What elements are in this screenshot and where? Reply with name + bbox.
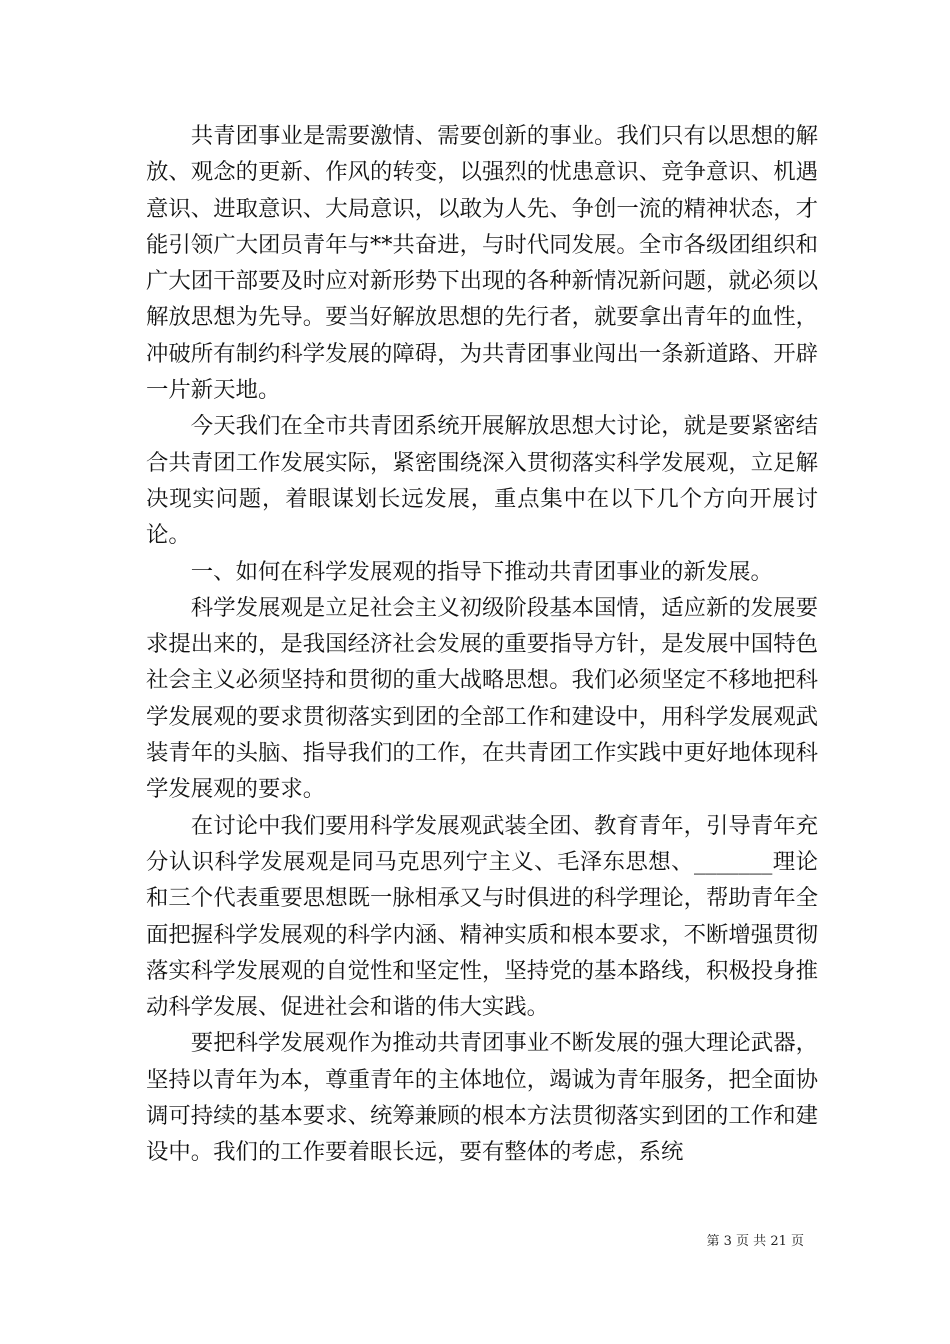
page-number-footer: 第 3 页 共 21 页 — [706, 1234, 804, 1249]
paragraph-5: 要把科学发展观作为推动共青团事业不断发展的强大理论武器，坚持以青年为本，尊重青年的主体地位，竭诚为青年服务，把全面协调可持续的基本要求、统筹兼顾的根本方法贯彻落实到团的工作和建设中。我们的工作要着眼长远，要有整体的考虑，系统 — [146, 1030, 818, 1166]
paragraph-1: 共青团事业是需要激情、需要创新的事业。我们只有以思想的解放、观念的更新、作风的转变，以强烈的忧患意识、竞争意识、机遇意识、进取意识、大局意识，以敢为人先、争创一流的精神状态，才能引领广大团员青年与**共奋进，与时代同发展。全市各级团组织和广大团干部要及时应对新形势下出现的各种新情况新问题，就必须以解放思想为先导。要当好解放思想的先行者，就要拿出青年的血性，冲破所有制约科学发展的障碍，为共青团事业闯出一条新道路、开辟一片新天地。 — [146, 123, 818, 404]
paragraph-2: 今天我们在全市共青团系统开展解放思想大讨论，就是要紧密结合共青团工作发展实际，紧密围绕深入贯彻落实科学发展观，立足解决现实问题，着眼谋划长远发展，重点集中在以下几个方向开展讨论。 — [146, 413, 818, 549]
document-body — [146, 118, 818, 1171]
paragraph-3: 科学发展观是立足社会主义初级阶段基本国情，适应新的发展要求提出来的，是我国经济社会发展的重要指导方针，是发展中国特色社会主义必须坚持和贯彻的重大战略思想。我们必须坚定不移地把科学发展观的要求贯彻落实到团的全部工作和建设中，用科学发展观武装青年的头脑、指导我们的工作，在共青团工作实践中更好地体现科学发展观的要求。 — [146, 594, 818, 803]
paragraph-4: 在讨论中我们要用科学发展观武装全团、教育青年，引导青年充分认识科学发展观是同马克思列宁主义、毛泽东思想、_______理论和三个代表重要思想既一脉相承又与时俱进的科学理论，帮助青年全面把握科学发展观的科学内涵、精神实质和根本要求，不断增强贯彻落实科学发展观的自觉性和坚定性，坚持党的基本路线，积极投身推动科学发展、促进社会和谐的伟大实践。 — [146, 812, 818, 1021]
section-heading-1: 一、如何在科学发展观的指导下推动共青团事业的新发展。 — [190, 558, 773, 585]
